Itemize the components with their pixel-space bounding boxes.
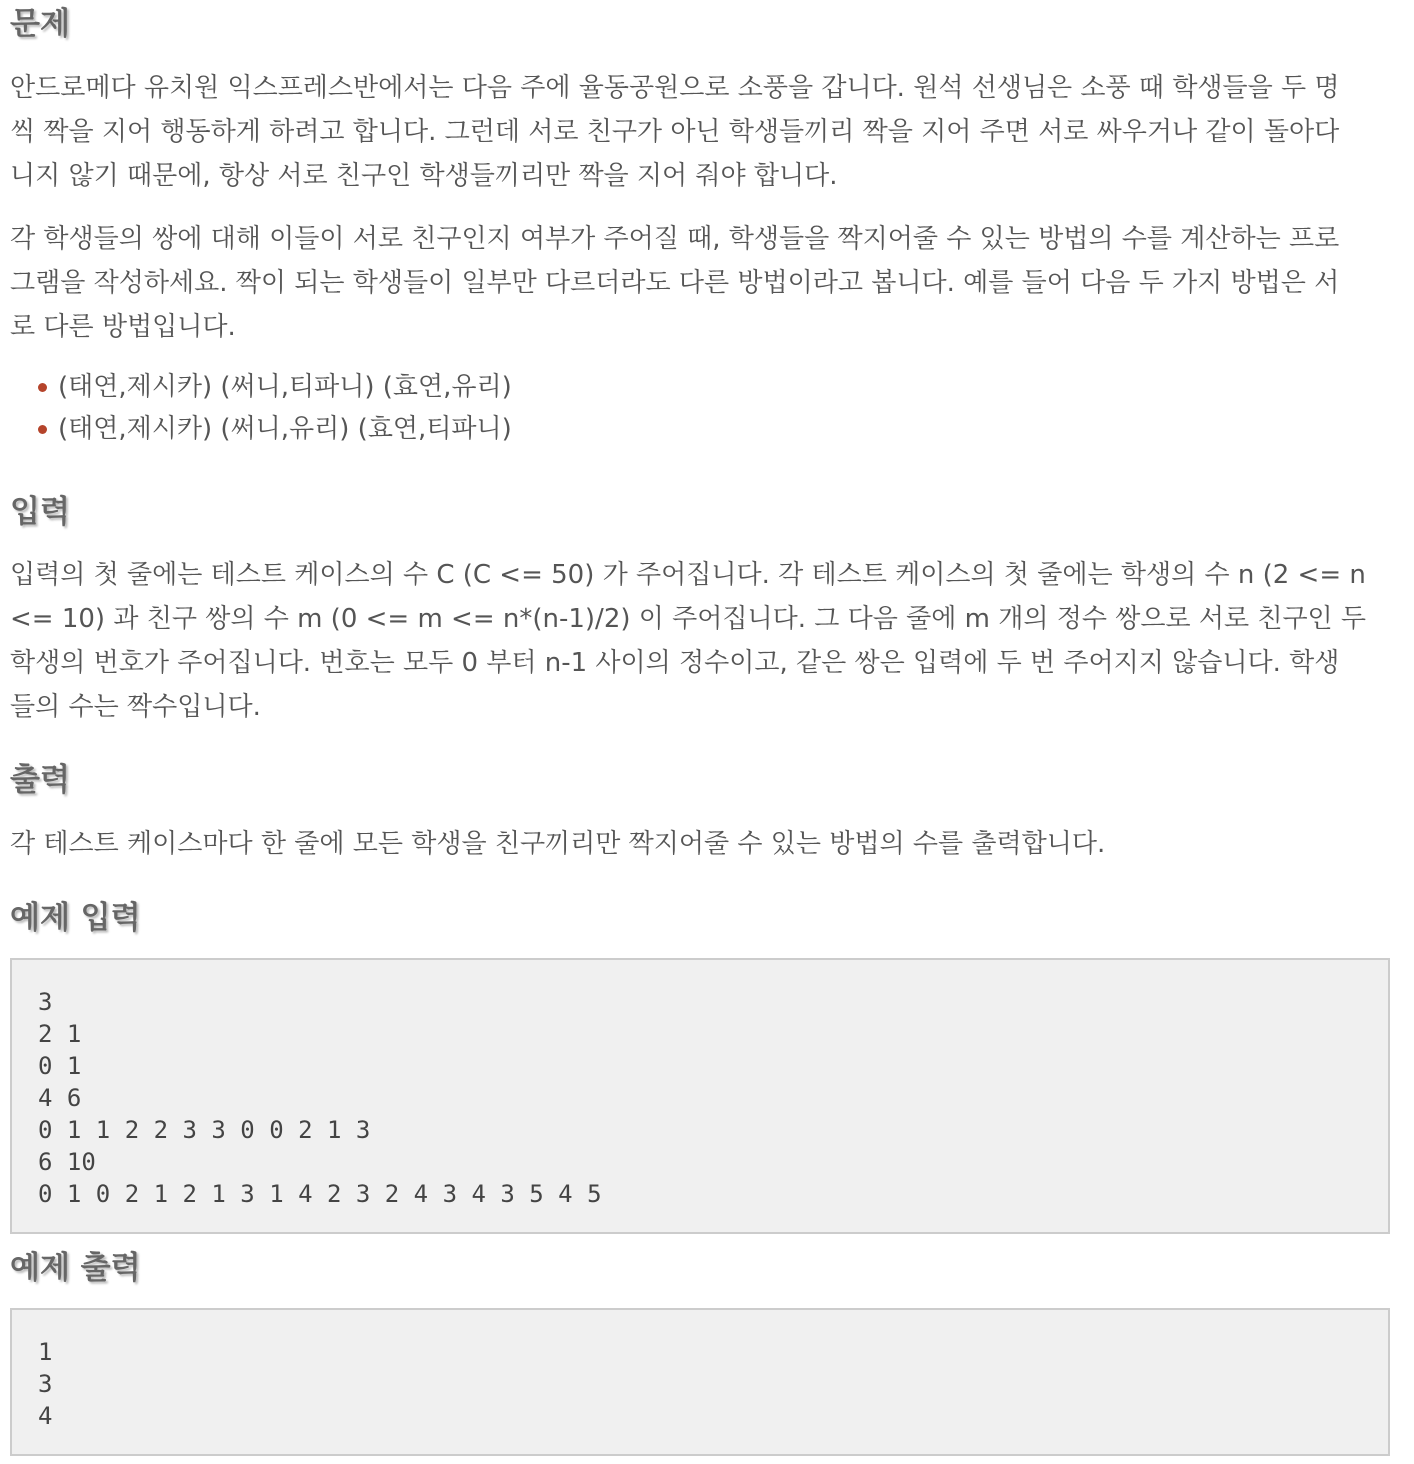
problem-paragraph-1 xyxy=(10,66,1394,198)
code-line: 3 xyxy=(38,1370,53,1398)
code-line: 0 1 1 2 2 3 3 0 0 2 1 3 xyxy=(38,1116,371,1144)
code-line: 1 xyxy=(38,1338,53,1366)
bullet-icon xyxy=(38,383,47,392)
output-heading: 출력 xyxy=(10,762,70,798)
problem-paragraph-2-line: 로 다른 방법입니다. xyxy=(10,312,236,342)
code-line: 3 xyxy=(38,988,53,1016)
problem-paragraph-1-line: 니지 않기 때문에, 항상 서로 친구인 학생들끼리만 짝을 지어 줘야 합니다. xyxy=(10,161,838,191)
code-line: 6 10 xyxy=(38,1148,96,1176)
code-line: 0 1 0 2 1 2 1 3 1 4 2 3 2 4 3 4 3 5 4 5 xyxy=(38,1180,602,1208)
sample-output-code xyxy=(38,1336,52,1432)
example-pairing-text: (태연,제시카) (써니,유리) (효연,티파니) xyxy=(58,414,512,444)
example-pairing-text: (태연,제시카) (써니,티파니) (효연,유리) xyxy=(58,372,512,402)
input-paragraph-line: 학생의 번호가 주어집니다. 번호는 모두 0 부터 n-1 사이의 정수이고, 같은 쌍은 입력에 두 번 주어지지 않습니다. 학생 xyxy=(10,648,1340,678)
problem-paragraph-1-line: 씩 짝을 지어 행동하게 하려고 합니다. 그런데 서로 친구가 아닌 학생들끼리 짝을 지어 주면 서로 싸우거나 같이 돌아다 xyxy=(10,117,1340,147)
problem-paragraph-1-line: 안드로메다 유치원 익스프레스반에서는 다음 주에 율동공원으로 소풍을 갑니다. 원석 선생님은 소풍 때 학생들을 두 명 xyxy=(10,73,1340,103)
problem-paragraph-2-line: 각 학생들의 쌍에 대해 이들이 서로 친구인지 여부가 주어질 때, 학생들을 짝지어줄 수 있는 방법의 수를 계산하는 프로 xyxy=(10,224,1340,254)
code-line: 4 6 xyxy=(38,1084,82,1112)
list-item xyxy=(38,366,512,408)
problem-paragraph-2 xyxy=(10,217,1394,349)
problem-paragraph-2-line: 그램을 작성하세요. 짝이 되는 학생들이 일부만 다르더라도 다른 방법이라고 봅니다. 예를 들어 다음 두 가지 방법은 서 xyxy=(10,268,1340,298)
code-line: 2 1 xyxy=(38,1020,82,1048)
input-paragraph-line: <= 10) 과 친구 쌍의 수 m (0 <= m <= n*(n-1)/2) 이 주어집니다. 그 다음 줄에 m 개의 정수 쌍으로 서로 친구인 두 xyxy=(10,604,1367,634)
code-line: 4 xyxy=(38,1402,53,1430)
output-paragraph xyxy=(10,822,1394,866)
sample-output-heading: 예제 출력 xyxy=(10,1250,141,1286)
input-paragraph xyxy=(10,553,1394,729)
sample-input-heading: 예제 입력 xyxy=(10,900,141,936)
list-item xyxy=(38,408,512,450)
input-paragraph-line: 들의 수는 짝수입니다. xyxy=(10,692,261,722)
output-paragraph-line: 각 테스트 케이스마다 한 줄에 모든 학생을 친구끼리만 짝지어줄 수 있는 방법의 수를 출력합니다. xyxy=(10,829,1106,859)
sample-output-box xyxy=(10,1308,1390,1456)
example-pairings-list xyxy=(38,366,512,450)
sample-input-box xyxy=(10,958,1390,1234)
bullet-icon xyxy=(38,425,47,434)
input-heading: 입력 xyxy=(10,494,70,530)
sample-input-code xyxy=(38,986,602,1210)
code-line: 0 1 xyxy=(38,1052,82,1080)
problem-heading: 문제 xyxy=(10,6,70,42)
input-paragraph-line: 입력의 첫 줄에는 테스트 케이스의 수 C (C <= 50) 가 주어집니다. 각 테스트 케이스의 첫 줄에는 학생의 수 n (2 <= n xyxy=(10,560,1366,590)
